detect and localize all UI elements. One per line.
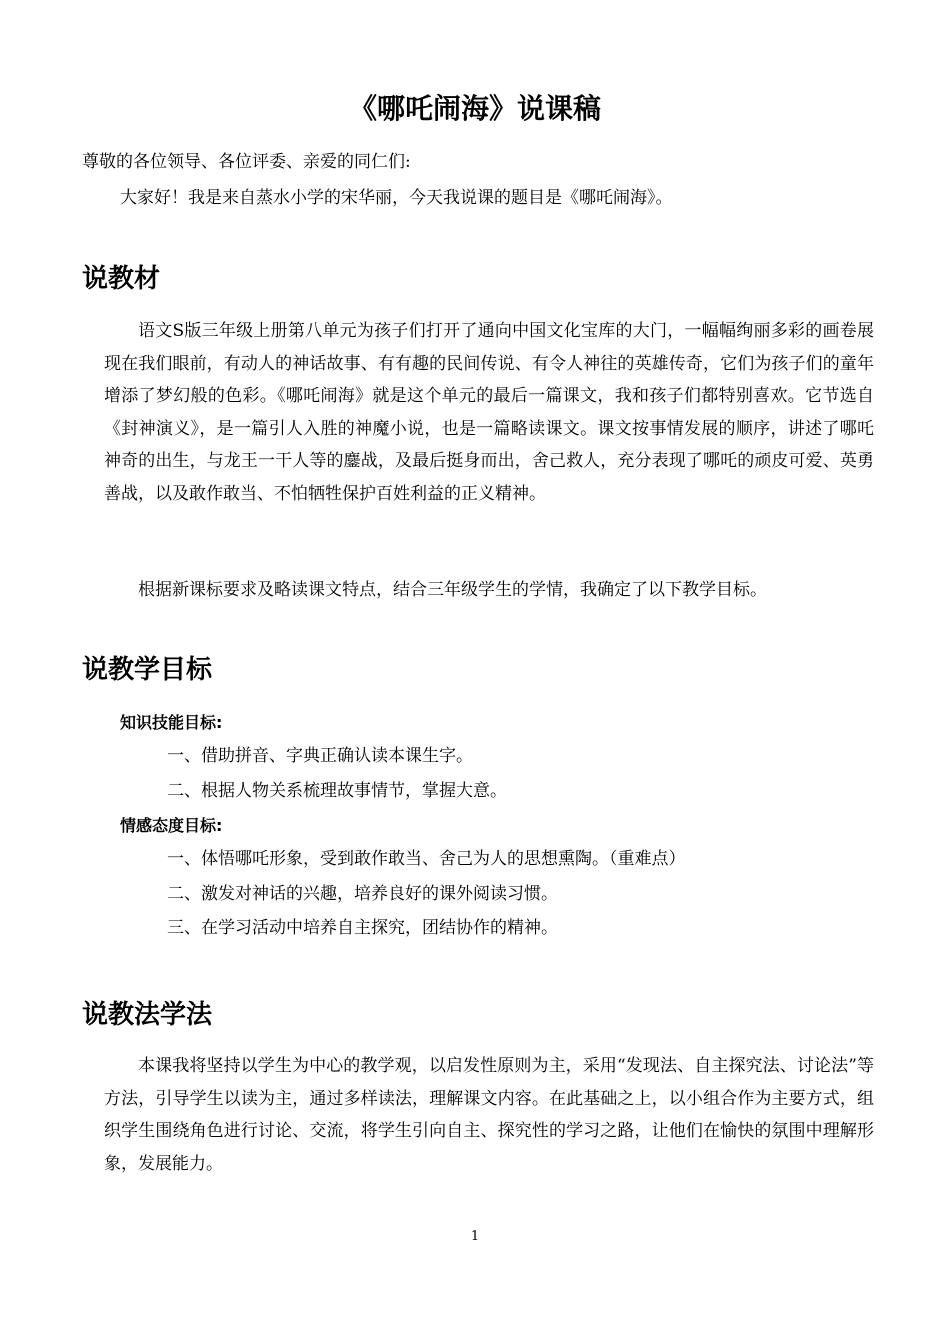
page-number: 1 [470, 1229, 480, 1244]
textbook-paragraph-1: 语文S版三年级上册第八单元为孩子们打开了通向中国文化宝库的大门，一幅幅绚丽多彩的画卷展现在我们眼前，有动人的神话故事、有有趣的民间传说、有令人神往的英雄传奇，它们为孩子们的童年增添了梦幻般的色彩。《哪吒闹海》就是这个单元的最后一篇课文，我和孩子们都特别喜欢。它节选自《封神演义》，是一篇引人入胜的神魔小说，也是一篇略读课文。课文按事情发展的顺序，讲述了哪吒神奇的出生，与龙王一干人等的鏖战，及最后挺身而出，舍己救人，充分表现了哪吒的顽皮可爱、英勇善战，以及敢作敢当、不怕牺牲保护百姓利益的正义精神。 [104, 321, 874, 504]
textbook-paragraph-2: 根据新课标要求及略读课文特点，结合三年级学生的学情，我确定了以下教学目标。 [138, 580, 767, 600]
methods-paragraph: 本课我将坚持以学生为中心的教学观，以启发性原则为主，采用“发现法、自主探究法、讨论法”等方法，引导学生以读为主，通过多样读法，理解课文内容。在此基础之上，以小组合作为主要方式，组织学生围绕角色进行讨论、交流，将学生引向自主、探究性的学习之路，让他们在愉快的氛围中理解形象，发展能力。 [104, 1056, 874, 1174]
heading-textbook: 说教材 [82, 264, 161, 294]
emotion-goal-item: 一、体悟哪吒形象，受到敢作敢当、舍己为人的思想熏陶。（重难点） [167, 849, 686, 869]
heading-methods: 说教法学法 [82, 1000, 213, 1030]
intro-line: 大家好！我是来自蒸水小学的宋华丽，今天我说课的题目是《哪吒闹海》。 [120, 188, 673, 208]
document-title: 《哪吒闹海》说课稿 [348, 92, 601, 125]
knowledge-goal-item: 一、借助拼音、字典正确认读本课生字。 [167, 746, 473, 766]
knowledge-goals-label: 知识技能目标: [120, 713, 223, 732]
heading-goals: 说教学目标 [82, 655, 213, 685]
emotion-goals-label: 情感态度目标: [120, 816, 223, 835]
emotion-goal-item: 二、激发对神话的兴趣，培养良好的课外阅读习惯。 [167, 884, 558, 904]
emotion-goal-item: 三、在学习活动中培养自主探究，团结协作的精神。 [167, 918, 558, 938]
knowledge-goal-item: 二、根据人物关系梳理故事情节，掌握大意。 [167, 781, 507, 801]
greeting: 尊敬的各位领导、各位评委、亲爱的同仁们: [82, 152, 411, 172]
